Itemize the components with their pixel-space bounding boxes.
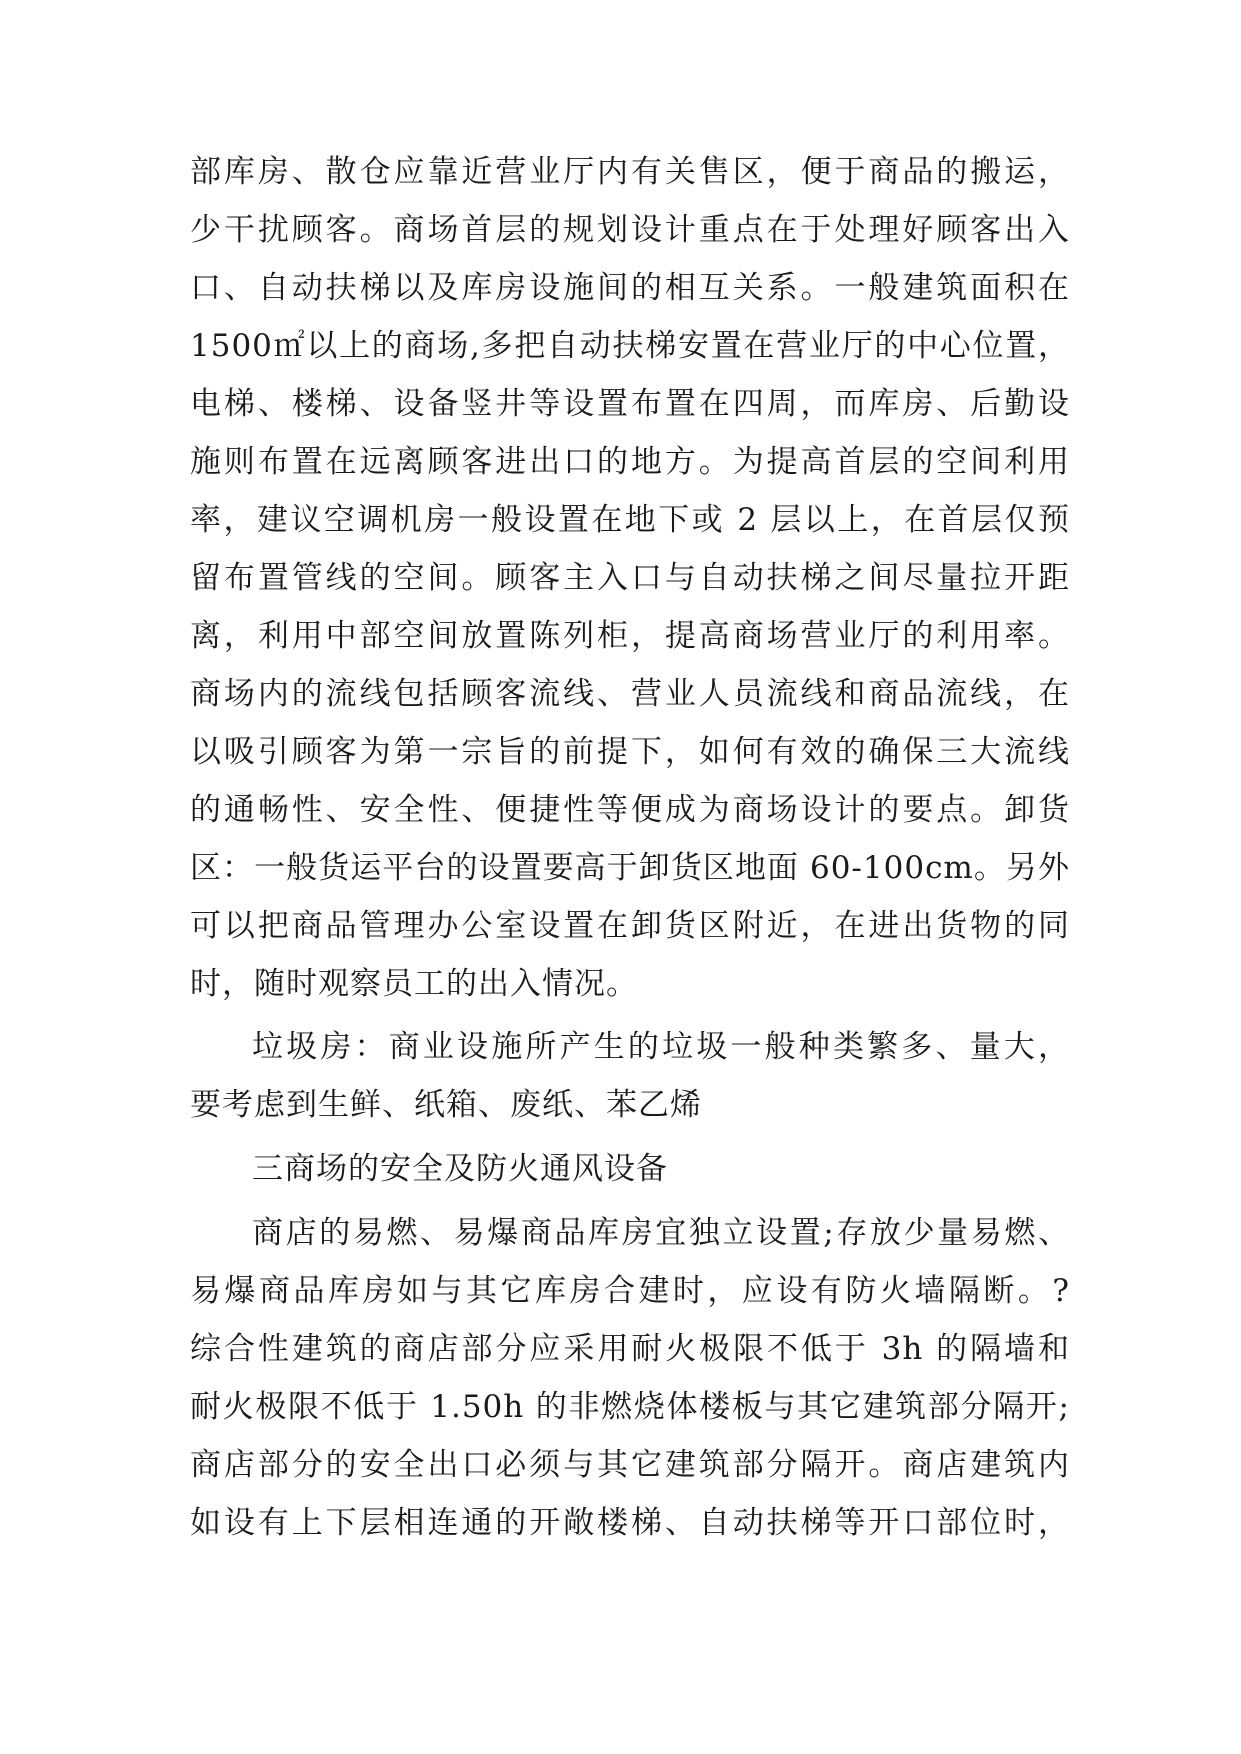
paragraph-start-line: 垃圾房：商业设施所产生的垃圾一般种类繁多、量大， [252, 1029, 1070, 1065]
body-text-line: 率，建议空调机房一般设置在地下或 2 层以上，在首层仅预 [190, 502, 1070, 538]
paragraph-start-line: 商店的易燃、易爆商品库房宜独立设置;存放少量易燃、 [252, 1215, 1070, 1251]
body-text-line: 施则布置在远离顾客进出口的地方。为提高首层的空间利用 [190, 444, 1070, 480]
body-text-line: 区：一般货运平台的设置要高于卸货区地面 60-100cm。另外 [190, 850, 1070, 886]
body-text-line: 少干扰顾客。商场首层的规划设计重点在于处理好顾客出入 [190, 212, 1070, 248]
body-text-line: 要考虑到生鲜、纸箱、废纸、苯乙烯 [190, 1087, 702, 1123]
body-text-line: 商场内的流线包括顾客流线、营业人员流线和商品流线，在 [190, 676, 1070, 712]
body-text-line: 时，随时观察员工的出入情况。 [190, 966, 638, 1002]
body-text-line: 商店部分的安全出口必须与其它建筑部分隔开。商店建筑内 [190, 1447, 1070, 1483]
body-text-line: 可以把商品管理办公室设置在卸货区附近，在进出货物的同 [190, 908, 1070, 944]
body-text-line: 综合性建筑的商店部分应采用耐火极限不低于 3h 的隔墙和 [190, 1331, 1070, 1367]
body-text-line: 以吸引顾客为第一宗旨的前提下，如何有效的确保三大流线 [190, 734, 1070, 770]
body-text-line: 如设有上下层相连通的开敞楼梯、自动扶梯等开口部位时， [190, 1505, 1070, 1541]
body-text-line: 1500㎡以上的商场,多把自动扶梯安置在营业厅的中心位置， [190, 328, 1070, 364]
body-text-line: 的通畅性、安全性、便捷性等便成为商场设计的要点。卸货 [190, 792, 1070, 828]
body-text-line: 电梯、楼梯、设备竖井等设置布置在四周，而库房、后勤设 [190, 386, 1070, 422]
section-heading: 三商场的安全及防火通风设备 [252, 1151, 668, 1187]
body-text-line: 耐火极限不低于 1.50h 的非燃烧体楼板与其它建筑部分隔开; [190, 1389, 1070, 1425]
body-text-line: 离，利用中部空间放置陈列柜，提高商场营业厅的利用率。 [190, 618, 1070, 654]
body-text-line: 留布置管线的空间。顾客主入口与自动扶梯之间尽量拉开距 [190, 560, 1070, 596]
body-text-line: 部库房、散仓应靠近营业厅内有关售区，便于商品的搬运， [190, 154, 1070, 190]
body-text-line: 易爆商品库房如与其它库房合建时，应设有防火墙隔断。? [190, 1273, 1070, 1309]
body-text-line: 口、自动扶梯以及库房设施间的相互关系。一般建筑面积在 [190, 270, 1070, 306]
